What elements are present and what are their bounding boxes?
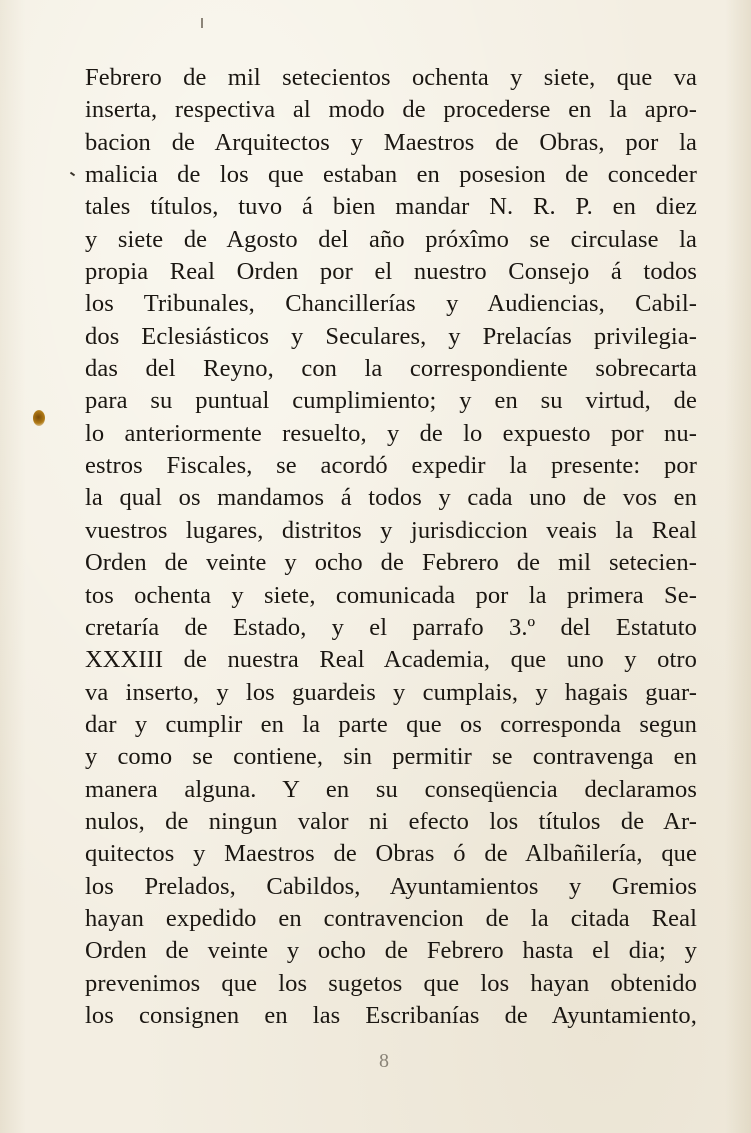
text-line: para su puntual cumplimiento; y en su virtud, de <box>85 387 697 415</box>
text-line: malicia de los que estaban en posesion de conceder <box>85 161 697 189</box>
text-line: tos ochenta y siete, comunicada por la primera Se- <box>85 581 697 609</box>
text-line: los consignen en las Escribanías de Ayuntamiento, <box>85 1001 697 1029</box>
text-line: Orden de veinte y ocho de Febrero de mil setecien- <box>85 549 697 577</box>
text-line: hayan expedido en contravencion de la citada Real <box>85 904 697 932</box>
text-line: manera alguna. Y en su conseqüencia declaramos <box>85 775 697 803</box>
ink-mark <box>70 172 75 177</box>
text-line: va inserto, y los guardeis y cumplais, y hagais guar- <box>85 678 697 706</box>
text-line: y como se contiene, sin permitir se contravenga en <box>85 743 697 771</box>
text-line: das del Reyno, con la correspondiente sobrecarta <box>85 355 697 383</box>
text-line: nulos, de ningun valor ni efecto los títulos de Ar- <box>85 807 697 835</box>
text-line: bacion de Arquitectos y Maestros de Obras, por la <box>85 128 697 156</box>
text-line: quitectos y Maestros de Obras ó de Albañilería, que <box>85 840 697 868</box>
text-line: inserta, respectiva al modo de procederse en la apro- <box>85 96 697 124</box>
text-line: los Prelados, Cabildos, Ayuntamientos y Gremios <box>85 872 697 900</box>
page-number: 8 <box>379 1050 389 1072</box>
ink-mark <box>201 18 203 28</box>
text-line: prevenimos que los sugetos que los hayan obtenido <box>85 969 697 997</box>
text-line: y siete de Agosto del año próxîmo se circulase la <box>85 225 697 253</box>
text-line: dar y cumplir en la parte que os corresponda segun <box>85 710 697 738</box>
text-line: lo anteriormente resuelto, y de lo expuesto por nu- <box>85 419 697 447</box>
text-line: dos Eclesiásticos y Seculares, y Prelacías privilegia- <box>85 322 697 350</box>
text-line: propia Real Orden por el nuestro Consejo á todos <box>85 258 697 286</box>
text-line: tales títulos, tuvo á bien mandar N. R. P. en diez <box>85 193 697 221</box>
text-line: cretaría de Estado, y el parrafo 3.º del Estatuto <box>85 613 697 641</box>
text-line: la qual os mandamos á todos y cada uno de vos en <box>85 484 697 512</box>
text-line: estros Fiscales, se acordó expedir la presente: por <box>85 452 697 480</box>
text-line: los Tribunales, Chancillerías y Audiencias, Cabil- <box>85 290 697 318</box>
text-line: vuestros lugares, distritos y jurisdiccion veais la Real <box>85 516 697 544</box>
text-line: Orden de veinte y ocho de Febrero hasta el dia; y <box>85 937 697 965</box>
body-text <box>85 62 697 1032</box>
foxing-stain <box>33 410 45 426</box>
text-line: Febrero de mil setecientos ochenta y siete, que va <box>85 64 697 91</box>
text-line: XXXIII de nuestra Real Academia, que uno y otro <box>85 646 697 674</box>
